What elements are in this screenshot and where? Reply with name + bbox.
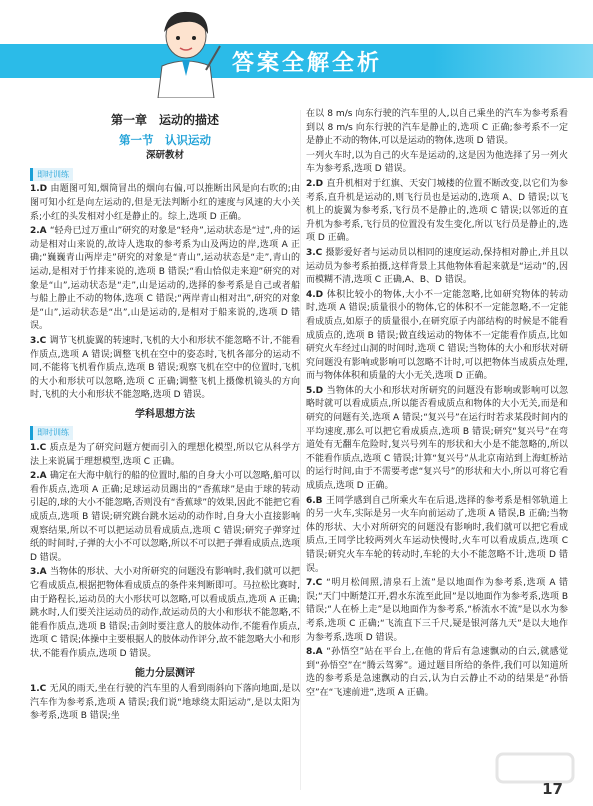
answer-text: 王同学感到自己所乘火车在后退,选择的参考系是相邻轨道上的另一火车,实际是另一火车向前运动了,选项 A 错误,B 正确;当物体的形状、大小对所研究的问题没有影响时,我们就可以把它看成质点,王同学比较两列火车运动快慢时,火车可以看成质点,选项 C 错误;研究火车车轮的转动时,车轮的大小不能忽略不计,选项 D 错误。 (306, 495, 568, 574)
answer-list-c (30, 683, 300, 724)
answer-number: 8.A (306, 647, 327, 658)
answer-number: 4.D (306, 289, 327, 300)
subheading-study: 深研教材 (145, 150, 184, 162)
right-column (306, 108, 568, 702)
answer-item (30, 470, 300, 565)
answer-text: 由题图可知,烟筒冒出的烟向右偏,可以推断出风是向右吹的;由图可知小红是向左运动的,但是无法判断小红的速度与风速的大小关系;小红的头发相对小红是静止的。综上,选项 D 正确。 (30, 184, 300, 222)
section-title: 第一节 认识运动 (119, 132, 211, 147)
chapter-title: 第一章 运动的描述 (110, 113, 219, 127)
answer-number: 2.A (30, 471, 50, 482)
answer-text: 在以 8 m/s 向东行驶的汽车里的人,以自己乘坐的汽车为参考系看到以 8 m/s 向东行驶的汽车是静止的,选项 C 正确;参考系不一定是静止不动的物体,可以是运动的物体,选项 D 错误。 (306, 109, 568, 147)
answer-item (306, 646, 568, 700)
answer-text: 当物体的形状、大小对所研究的问题没有影响时,我们就可以把它看成质点,根据把物体看成质点的条件来判断即可。马拉松比赛时,由于路程长,运动员的大小形状可以忽略,可以看成质点,选项 A 正确;跳水时,人们要关注运动员的动作,故运动员的大小和形状不能忽略,不能看作质点,选项 B 错误;击剑时要注意人的肢体动作,不能看作质点,选项 C 错误;体操中主要根据人的肢体动作评分,故不能忽略大小和形状,不能看作质点,选项 D 错误。 (30, 567, 300, 659)
left-column (30, 110, 300, 725)
answer-text: 调节飞机旋翼的转速时,飞机的大小和形状不能忽略不计,不能看作质点,选项 A 错误;调整飞机在空中的姿态时,飞机各部分的运动不同,不能将飞机看作质点,选项 B 错误;观察飞机在空中的位置时,飞机的大小和形状可以忽略,选项 C 正确;调整飞机上摄像机镜头的方向时,飞机的大小和形状不能忽略,选项 D 错误。 (30, 335, 300, 401)
answer-text: 无风的雨天,坐在行驶的汽车里的人看到雨斜向下落向地面,是以汽车作为参考系,选项 A 错误;我们说“地球绕太阳运动”,是以太阳为参考系,选项 B 错误;坐 (30, 684, 300, 722)
page-number: 17 (542, 780, 563, 798)
answer-number: 6.B (306, 495, 326, 506)
answer-text: 确定在大海中航行的船的位置时,船的自身大小可以忽略,船可以看作质点,选项 A 正确;足球运动员踢出的“香蕉球”是由于球的转动引起的,球的大小不能忽略,否则没有“香蕉球”的效果,因此不能把它看成质点,选项 B 错误;研究跳台跳水运动的动作时,自身大小直接影响观察结果,所以不可以把运动员看成质点,选项 C 错误;研究子弹穿过纸的时间时,子弹的大小不可以忽略,所以不可以把子弹看成质点,选项 D 错误。 (30, 471, 301, 563)
answer-number: 5.D (306, 385, 327, 396)
answer-text: “轻舟已过万重山”研究的对象是“轻舟”,运动状态是“过”,舟的运动是相对山来说的,故诗人选取的参考系为山及两边的岸,选项 A 正确;“巍巍青山两岸走”研究的对象是“青山”,运动状态是“走”,青山的运动,是相对于竹排来说的,选项 B 错误;“看山恰似走来迎”研究的对象是“山”,运动状态是“走”,山是运动的,选择的参考系是自己或者船与船上静止不动的物体,选项 C 错误;“两岸青山相对出”,研究的对象是“山”,运动状态是“出”,山是运动的,是相对于船来说的,选项 D 错误。 (30, 226, 301, 332)
instant-training-tag-2: 即时训练 (30, 426, 73, 440)
answer-number: 7.C (306, 578, 327, 589)
answer-item (306, 495, 568, 577)
answer-number: 3.C (30, 335, 50, 346)
answer-item (30, 683, 300, 724)
answer-number: 1.D (30, 184, 51, 195)
answer-item (30, 335, 300, 403)
header-title: 答案全解全析 (232, 51, 383, 76)
column-divider (300, 110, 301, 790)
subheading-method: 学科思想方法 (135, 408, 195, 420)
subheading-level: 能力分层测评 (135, 667, 195, 679)
answer-text: 直升机相对于红旗、天安门城楼的位置不断改变,以它们为参考系,直升机是运动的,则飞行员也是运动的,选项 A、D 错误;以飞机上的旋翼为参考系,飞行员不是静止的,选项 C 错误;以邻近的直升机为参考系,飞行员的位置没有发生变化,所以飞行员是静止的,选项 D 正确。 (306, 178, 568, 244)
answer-item (30, 442, 300, 469)
answer-item (306, 178, 568, 246)
answer-text: 当物体的大小和形状对所研究的问题没有影响或影响可以忽略时就可以看成质点,所以能否看成质点和物体的大小无关,而是和研究的问题有关,选项 A 错误;“复兴号”在运行时若求某段时间内的平均速度,那么可以把它看成质点,选项 B 错误;研究“复兴号”在弯道处有无翻车危险时,复兴号列车的形状和大小是不能忽略的,所以不能看作质点,选项 C 错误;计算“复兴号”从北京南站到上海虹桥站的运行时间,由于不需要考虑“复兴号”的形状和大小,所以可将它看成质点,选项 D 正确。 (306, 385, 568, 492)
answer-item (306, 247, 568, 288)
answer-item (30, 183, 300, 224)
answer-item (306, 289, 568, 384)
instant-training-tag: 即时训练 (30, 168, 73, 182)
answer-item (306, 108, 568, 149)
answer-number: 1.C (30, 443, 50, 454)
answer-item (306, 577, 568, 645)
answer-text: “明月松间照,清泉石上流”是以地面作为参考系,选项 A 错误;“天门中断楚江开,碧水东流至此回”是以地面作为参考系,选项 B 错误;“人在桥上走”是以地面作为参考系,“桥流水不流”是以水为参考系,选项 C 正确;“飞流直下三千尺,疑是银河落九天”是以大地作为参考系,选项 D 错误。 (306, 578, 568, 643)
answer-number: 2.A (30, 226, 50, 237)
answer-list-right (306, 108, 568, 701)
answer-text: 一列火车时,以为自己的火车是运动的,这是因为他选择了另一列火车为参考系,选项 D 错误。 (306, 150, 568, 175)
teacher-mascot-icon (148, 6, 224, 98)
answer-number: 2.D (306, 178, 327, 189)
answer-item (30, 225, 300, 334)
answer-number: 3.C (306, 247, 326, 258)
answer-text: 质点是为了研究问题方便而引入的理想化模型,所以它从科学方法上来说属于理想模型,选项 C 正确。 (30, 443, 300, 467)
answer-number: 3.A (30, 567, 50, 578)
header-band-gradient (433, 44, 593, 78)
answer-number: 1.C (30, 684, 50, 695)
answer-text: 体积比较小的物体,大小不一定能忽略,比如研究物体的转动时,选项 A 错误;质量很小的物体,它的体积不一定能忽略,不一定能看成质点,如原子的质量很小,在研究原子内部结构的时候是不能看成质点的,选项 B 错误;做直线运动的物体不一定能看作质点,比如研究火车经过山洞的时间时,选项 C 错误;当物体的大小和形状对研究问题没有影响或影响可以忽略不计时,可以把物体当成质点处理,而与物体体积和质量的大小无关,选项 D 正确。 (306, 289, 568, 382)
answer-item (30, 566, 300, 661)
answer-list-b (30, 442, 300, 662)
watermark-logo (495, 748, 575, 788)
answer-item (306, 150, 568, 177)
answer-text: “孙悟空”站在平台上,在他的背后有急速飘动的白云,就感觉到“孙悟空”在“腾云驾雾”。通过题目所给的条件,我们可以知道所选的参考系是急速飘动的白云,认为白云静止不动的结果是“孙悟空”在“飞速前进”,选项 A 正确。 (306, 647, 568, 698)
header-banner (0, 0, 593, 100)
answer-list-a (30, 183, 300, 403)
answer-item (306, 385, 568, 494)
answer-text: 摄影爱好者与运动员以相同的速度运动,保持相对静止,并且以运动员为参考系拍摄,这样背景上其他物体看起来就是“运动”的,因而模糊不清,选项 C 正确,A、B、D 错误。 (306, 247, 568, 286)
